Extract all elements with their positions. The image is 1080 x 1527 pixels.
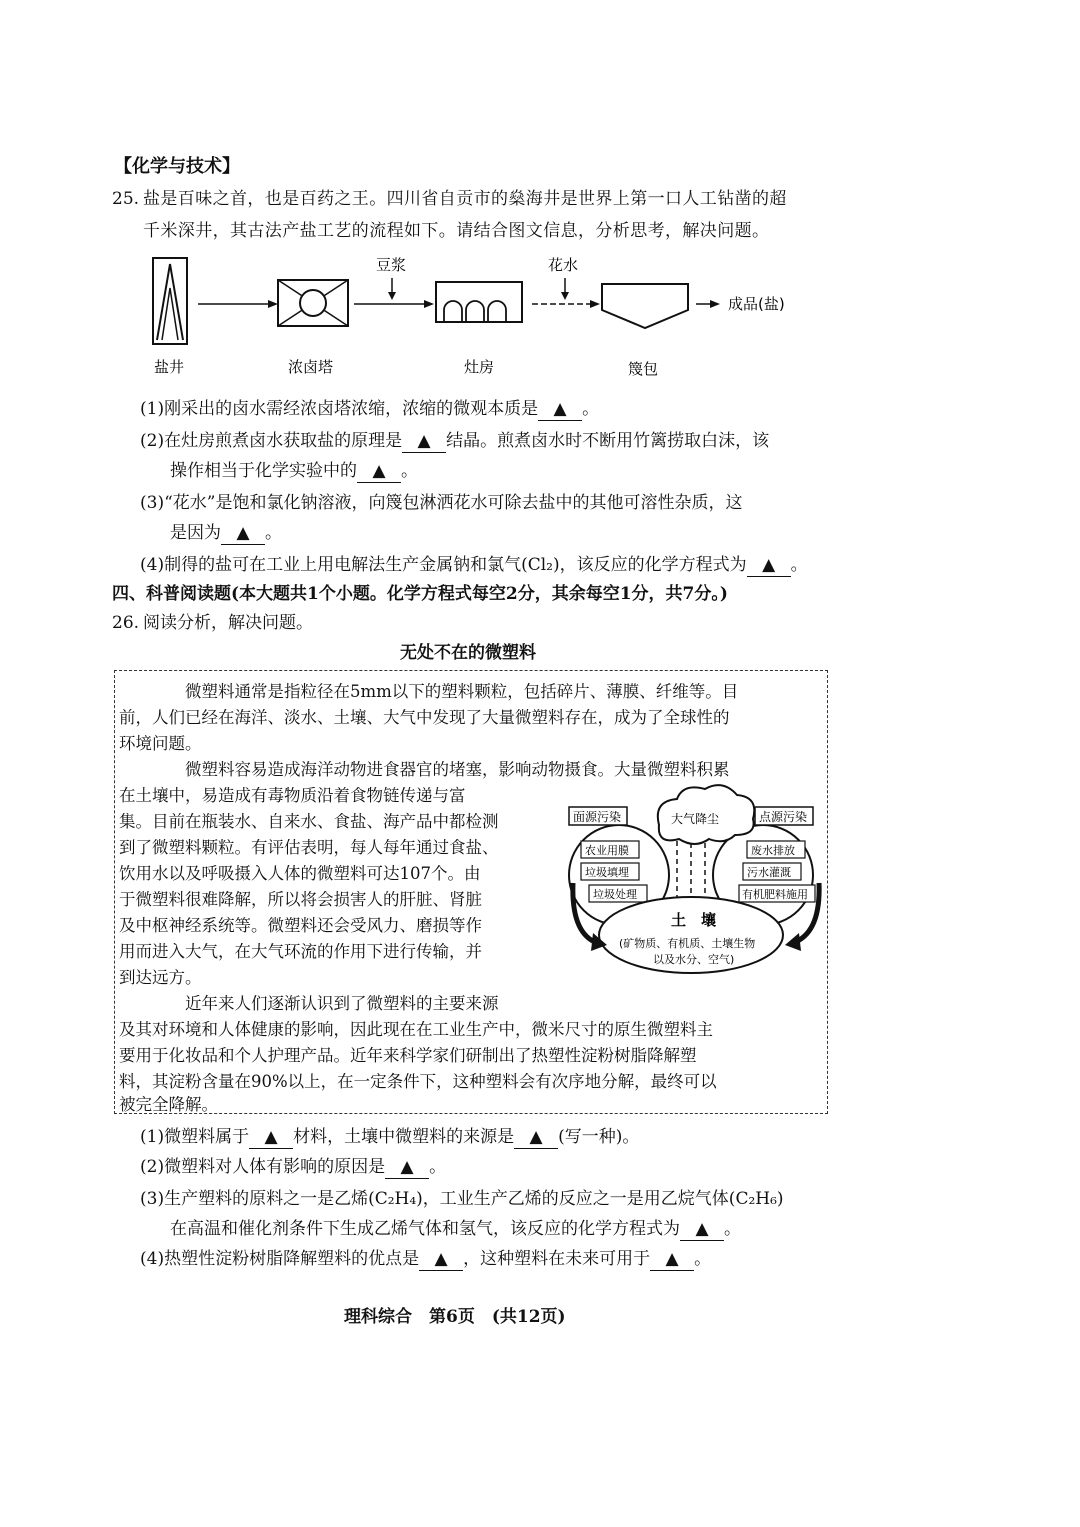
brine-tower-icon [278, 280, 348, 326]
section-header: 【化学与技术】 [114, 156, 240, 177]
node-label-basket: 篾包 [628, 360, 659, 378]
q25-sub2-text: (2)在灶房煎煮卤水获取盐的原理是 [140, 431, 403, 451]
answer-blank[interactable]: ▲ [514, 1126, 558, 1149]
q26-sub3-cont [170, 1218, 741, 1241]
q26-sub1 [140, 1126, 639, 1149]
q25-sub3: (3)“花水”是饱和氯化钠溶液，向篾包淋洒花水可除去盐中的其他可溶性杂质，这 [140, 493, 743, 513]
q26-sub3b-end: 。 [724, 1219, 741, 1239]
section4-header: 四、科普阅读题(本大题共1个小题。化学方程式每空2分，其余每空1分，共7分。) [112, 584, 728, 604]
left-item-landfill: 垃圾填埋 [585, 866, 629, 879]
bamboo-basket-icon [602, 284, 688, 328]
passage-p2-l4: 到了微塑料颗粒。有评估表明，每人每年通过食盐、 [119, 838, 499, 857]
q26-sub3: (3)生产塑料的原料之一是乙烯(C₂H₄)，工业生产乙烯的反应之一是用乙烷气体(C₂H₆) [140, 1189, 784, 1209]
microplastic-source-diagram [567, 783, 825, 981]
node-label-well: 盐井 [154, 358, 185, 376]
node-label-stove: 灶房 [464, 358, 495, 376]
answer-blank[interactable]: ▲ [385, 1156, 429, 1179]
answer-blank[interactable]: ▲ [402, 430, 446, 453]
answer-blank[interactable]: ▲ [357, 460, 401, 483]
q25-sub3-cont [170, 522, 282, 545]
q25-sub1-end: 。 [582, 399, 600, 419]
q26-sub4-text: (4)热塑性淀粉树脂降解塑料的优点是 [140, 1249, 420, 1269]
q25-sub1-text: (1)刚采出的卤水需经浓卤塔浓缩，浓缩的微观本质是 [140, 399, 539, 419]
q26-sub1-mid: 材料，土壤中微塑料的来源是 [293, 1127, 515, 1147]
passage-p2-l9: 到达远方。 [119, 968, 202, 987]
point-source-label: 点源污染 [759, 810, 808, 824]
passage-p2-l7: 及中枢神经系统等。微塑料还会受风力、磨损等作 [119, 916, 482, 935]
q26-sub2-text: (2)微塑料对人体有影响的原因是 [140, 1157, 386, 1177]
q26-sub4 [140, 1248, 711, 1271]
q25-sub2b-text: 操作相当于化学实验中的 [170, 461, 357, 481]
reading-passage-box [114, 670, 828, 1114]
q26-sub1-end: (写一种)。 [558, 1127, 640, 1147]
q26-sub4-mid: ，这种塑料在未来可用于 [463, 1249, 651, 1269]
soil-title: 土 壤 [671, 911, 717, 929]
left-item-waste-treatment: 垃圾处理 [593, 888, 637, 901]
input-soy-milk: 豆浆 [376, 256, 407, 274]
passage-p3-l2: 及其对环境和人体健康的影响，因此现在在工业生产中，微米尺寸的原生微塑料主 [119, 1020, 713, 1039]
soil-subtitle-2: 以及水分、空气) [653, 953, 735, 966]
q25-sub3b-text: 是因为 [170, 523, 221, 543]
passage-p1-l2: 前，人们已经在海洋、淡水、土壤、大气中发现了大量微塑料存在，成为了全球性的 [119, 708, 730, 727]
passage-p1-l3: 环境问题。 [119, 734, 202, 753]
q25-number: 25. [112, 189, 140, 209]
passage-p2-l2: 在土壤中，易造成有毒物质沿着食物链传递与富 [119, 786, 466, 805]
answer-blank[interactable]: ▲ [650, 1248, 694, 1271]
q26-sub2-end: 。 [429, 1157, 447, 1177]
right-item-wastewater: 废水排放 [751, 844, 795, 857]
q26-sub2 [140, 1156, 446, 1179]
right-item-organic-fertilizer: 有机肥料施用 [742, 888, 808, 901]
answer-blank[interactable]: ▲ [249, 1126, 293, 1149]
q26-number: 26. [112, 613, 140, 633]
nonpoint-source-label: 面源污染 [573, 810, 622, 824]
passage-p3-l5: 被完全降解。 [119, 1095, 218, 1114]
right-item-sewage-irrigation: 污水灌溉 [747, 866, 791, 879]
q25-sub2 [140, 430, 769, 453]
passage-p3-l1: 近年来人们逐渐认识到了微塑料的主要来源 [185, 994, 499, 1013]
soil-subtitle-1: (矿物质、有机质、土壤生物 [619, 937, 756, 950]
answer-blank[interactable]: ▲ [747, 554, 791, 577]
stove-house-icon [436, 282, 522, 322]
q25-sub2-end: 结晶。煎煮卤水时不断用竹篱捞取白沫，该 [446, 431, 770, 451]
q26-sub4-end: 。 [694, 1249, 712, 1269]
input-flower-water: 花水 [548, 256, 579, 274]
passage-p2-l1: 微塑料容易造成海洋动物进食器官的堵塞，影响动物摄食。大量微塑料积累 [185, 760, 730, 779]
answer-blank[interactable]: ▲ [221, 522, 265, 545]
answer-blank[interactable]: ▲ [419, 1248, 463, 1271]
node-label-tower: 浓卤塔 [288, 358, 334, 376]
passage-p3-l3: 要用于化妆品和个人护理产品。近年来科学家们研制出了热塑性淀粉树脂降解塑 [119, 1046, 697, 1065]
page-footer: 理科综合 第6页 (共12页) [344, 1307, 566, 1327]
passage-p2-l5: 饮用水以及呼吸摄入人体的微塑料可达107个。由 [119, 864, 481, 883]
q25-sub2-cont [170, 460, 418, 483]
q25-sub4-text: (4)制得的盐可在工业上用电解法生产金属钠和氯气(Cl₂)，该反应的化学方程式为 [140, 555, 747, 575]
q26-sub3b-text: 在高温和催化剂条件下生成乙烯气体和氢气，该反应的化学方程式为 [170, 1219, 680, 1239]
q25-sub1 [140, 398, 599, 421]
q25-intro-line2: 千米深井，其古法产盐工艺的流程如下。请结合图文信息，分析思考，解决问题。 [143, 221, 770, 241]
passage-p1-l1: 微塑料通常是指粒径在5mm以下的塑料颗粒，包括碎片、薄膜、纤维等。目 [185, 682, 739, 701]
passage-p2-l8: 用而进入大气，在大气环流的作用下进行传输，并 [119, 942, 482, 961]
q25-sub4-end: 。 [790, 555, 808, 575]
passage-title: 无处不在的微塑料 [400, 643, 536, 663]
answer-blank[interactable]: ▲ [538, 398, 582, 421]
passage-p2-l3: 集。目前在瓶装水、自来水、食盐、海产品中都检测 [119, 812, 499, 831]
atmos-deposition-label: 大气降尘 [671, 812, 720, 826]
q26-intro: 阅读分析，解决问题。 [143, 613, 313, 633]
passage-p2-l6: 于微塑料很难降解，所以将会损害人的肝脏、肾脏 [119, 890, 482, 909]
q25-intro-line1: 盐是百味之首，也是百药之王。四川省自贡市的燊海井是世界上第一口人工钻凿的超 [143, 189, 787, 209]
answer-blank[interactable]: ▲ [680, 1218, 724, 1241]
q25-sub2b-end: 。 [401, 461, 418, 481]
q26-sub1-text: (1)微塑料属于 [140, 1127, 250, 1147]
passage-p3-l4: 料，其淀粉含量在90%以上，在一定条件下，这种塑料会有次序地分解，最终可以 [119, 1072, 717, 1091]
q25-sub4 [140, 554, 808, 577]
salt-process-flow-diagram [140, 248, 840, 383]
salt-well-icon [153, 258, 187, 344]
q25-sub3b-end: 。 [265, 523, 282, 543]
product-label: 成品(盐) [728, 295, 785, 313]
left-item-agri-film: 农业用膜 [585, 844, 629, 857]
